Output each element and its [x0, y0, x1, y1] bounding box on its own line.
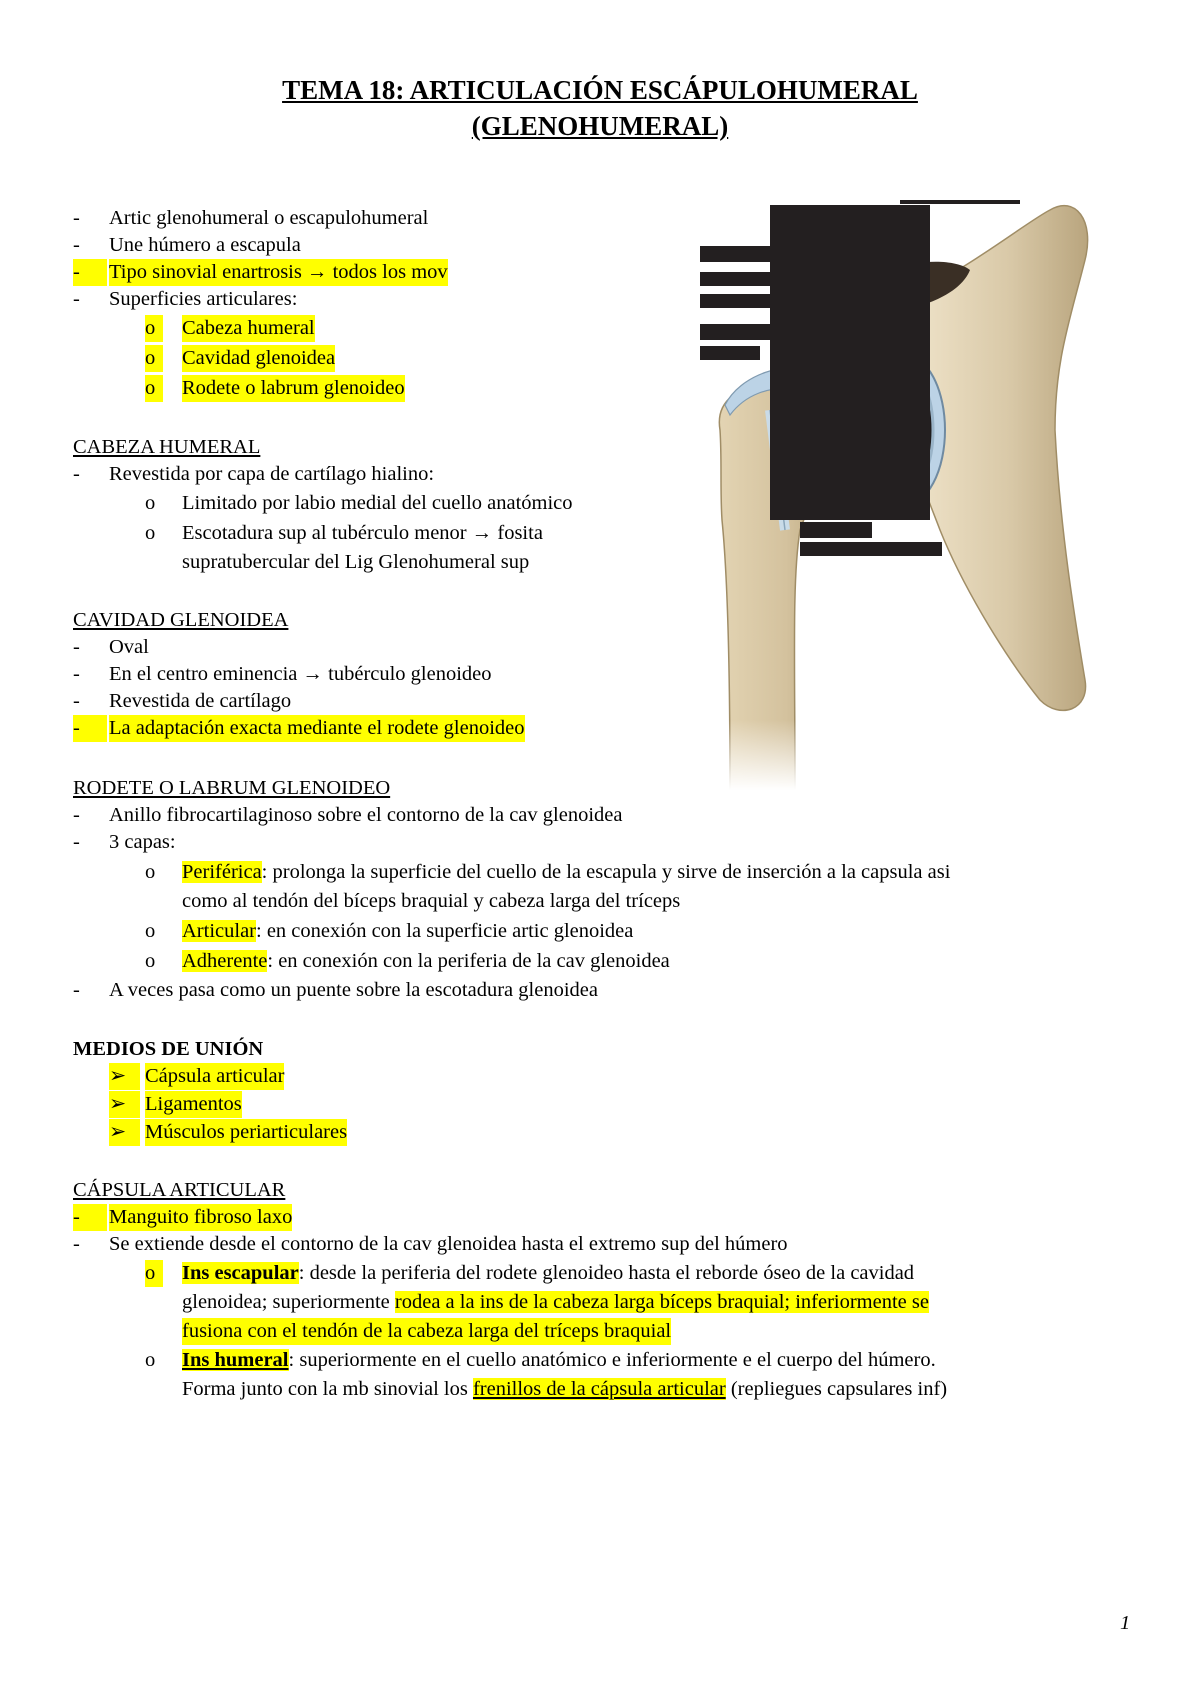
dash-bullet: - — [73, 1204, 107, 1231]
title-line-1: TEMA 18: ARTICULACIÓN ESCÁPULOHUMERAL — [282, 75, 918, 105]
title-line-2: (GLENOHUMERAL) — [471, 111, 729, 141]
circle-bullet: o — [145, 492, 156, 514]
dash-bullet: - — [73, 463, 80, 485]
dash-bullet: - — [73, 715, 107, 742]
circle-bullet: o — [145, 1260, 163, 1287]
circle-bullet: o — [145, 375, 163, 402]
circle-bullet: o — [145, 345, 163, 372]
dash-bullet: - — [73, 690, 80, 712]
dash-bullet: - — [73, 831, 80, 853]
dash-bullet: - — [73, 663, 80, 685]
page-number: 1 — [1120, 1612, 1131, 1634]
circle-bullet: o — [145, 920, 156, 942]
circle-bullet: o — [145, 861, 156, 883]
dash-bullet: - — [73, 207, 80, 229]
dash-bullet: - — [73, 259, 107, 286]
arrow-bullet-icon: ➢ — [109, 1091, 140, 1118]
dash-bullet: - — [73, 234, 80, 256]
arrow-bullet-icon: ➢ — [109, 1119, 140, 1146]
arrow-bullet-icon: ➢ — [109, 1063, 140, 1090]
circle-bullet: o — [145, 950, 156, 972]
dash-bullet: - — [73, 636, 80, 658]
dash-bullet: - — [73, 979, 80, 1001]
circle-bullet: o — [145, 315, 163, 342]
page-title — [0, 72, 1200, 144]
dash-bullet: - — [73, 288, 80, 310]
circle-bullet: o — [145, 1349, 156, 1371]
document-page: TEMA 18: ARTICULACIÓN ESCÁPULOHUMERAL (GLENOHUMERAL) - Artic glenohumeral o escapulohumeral - Une húmero a escapula - Tipo sinovial enartrosis → todos los mov - Superficies articulares: o Cabeza humeral o Cavidad glenoidea o Rodete o labrum glenoideo CABEZA HUMERAL - Revestida por capa de cartílago hialino: o Limitado por labio medial del cuello anatómico o Escotadura sup al tubérculo menor → fosita supratubercular del Lig Glenohumeral sup CAVIDAD GLENOIDEA - Oval - En el centro eminencia → tubérculo glenoideo - Revestida de cartílago - La adaptación exacta mediante el rodete glenoideo RODETE O LABRUM GLENOIDEO - Anillo fibrocartilaginoso sobre el contorno de la cav glenoidea - 3 capas: o Periférica: prolonga la superficie del cuello de la escapula y sirve de inserción a la capsula asi como al tendón del bíceps braquial y cabeza larga del tríceps o Articular: en conexión con la superficie artic glenoidea o Adherente: en conexión con la periferia de la cav glenoidea - A veces pasa como un puente sobre la escotadura glenoidea MEDIOS DE UNIÓN ➢ Cápsula articular ➢ Ligamentos ➢ Músculos periarticulares CÁPSULA ARTICULAR - Manguito fibroso laxo - Se extiende desde el contorno de la cav glenoidea hasta el extremo sup del húmero o Ins escapular: desde la periferia del rodete glenoideo hasta el reborde óseo de la cavidad glenoidea; superiormente rodea a la ins de la cabeza larga bíceps braquial; inferiormente se fusiona con el tendón de la cabeza larga del tríceps braquial o Ins humeral: superiormente en el cuello anatómico e inferiormente e el cuerpo del húmero. Forma junto con la mb sinovial los frenillos de la cápsula articular (repliegues capsulares inf) 1 — [0, 0, 1200, 1698]
dash-bullet: - — [73, 804, 80, 826]
shoulder-joint-illustration — [700, 200, 1170, 790]
dash-bullet: - — [73, 1233, 80, 1255]
circle-bullet: o — [145, 522, 156, 544]
